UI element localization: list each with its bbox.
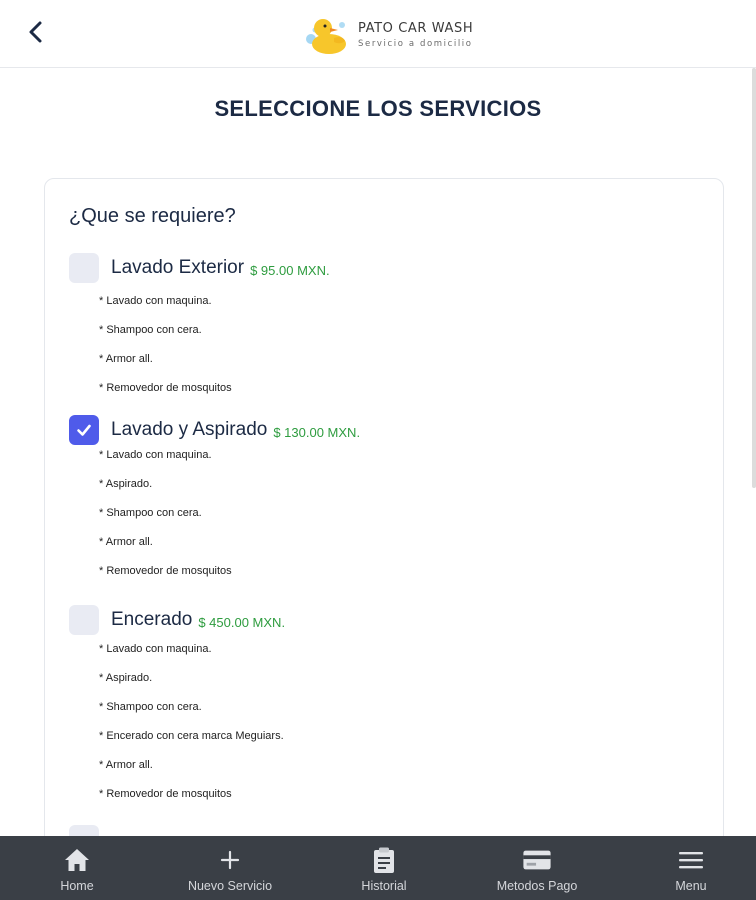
nav-label: Home [60,879,94,893]
service-name: Lavado Exterior [111,257,245,278]
feature-item: * Removedor de mosquitos [99,382,232,394]
nav-historial[interactable] [352,836,416,900]
plus-icon [218,848,242,872]
home-icon [63,846,91,874]
back-button[interactable] [22,18,50,46]
service-price: $ 130.00 MXN. [273,424,361,440]
brand-logo [302,10,473,60]
nav-menu[interactable] [666,836,716,900]
feature-item: * Removedor de mosquitos [99,788,232,800]
nav-home[interactable] [44,836,110,900]
brand-subtitle: Servicio a domicilio [358,38,473,49]
feature-item: * Shampoo con cera. [99,324,202,336]
scrollbar[interactable] [752,68,756,488]
nav-label: Nuevo Servicio [187,879,273,893]
feature-item: * Armor all. [99,353,153,365]
feature-item: * Shampoo con cera. [99,701,202,713]
feature-item: * Aspirado. [99,478,153,490]
hamburger-menu-icon [678,848,704,872]
services-card [44,178,724,898]
check-icon [75,421,93,439]
clipboard-icon [371,846,397,874]
service-lavado-exterior [69,253,330,403]
bottom-nav [0,836,756,900]
feature-item: * Lavado con maquina. [99,449,212,461]
duck-logo-icon [302,11,350,59]
feature-item: * Lavado con maquina. [99,295,212,307]
service-checkbox-encerado[interactable] [69,605,99,635]
feature-item: * Armor all. [99,536,153,548]
feature-item: * Armor all. [99,759,153,771]
question-heading: ¿Que se requiere? [69,205,236,227]
credit-card-icon [522,847,552,873]
service-name: Lavado y Aspirado [111,419,268,440]
service-price: $ 95.00 MXN. [250,262,330,278]
service-encerado [69,605,285,809]
nav-label: Historial [361,879,407,893]
nav-label: Menu [675,879,707,893]
service-name: Encerado [111,609,193,630]
service-checkbox-lavado-aspirado[interactable] [69,415,99,445]
nav-nuevo-servicio[interactable] [180,836,280,900]
service-lavado-aspirado [69,415,360,586]
service-checkbox-lavado-exterior[interactable] [69,253,99,283]
chevron-left-icon [22,18,50,46]
nav-metodos-pago[interactable] [488,836,586,900]
service-price: $ 450.00 MXN. [198,614,286,630]
app-header [0,0,756,68]
feature-item: * Aspirado. [99,672,153,684]
feature-item: * Lavado con maquina. [99,643,212,655]
feature-item: * Shampoo con cera. [99,507,202,519]
nav-label: Metodos Pago [496,879,578,893]
page-title: SELECCIONE LOS SERVICIOS [214,96,542,121]
feature-item: * Encerado con cera marca Meguiars. [99,730,284,742]
brand-title: PATO CAR WASH [358,20,474,36]
feature-item: * Removedor de mosquitos [99,565,232,577]
